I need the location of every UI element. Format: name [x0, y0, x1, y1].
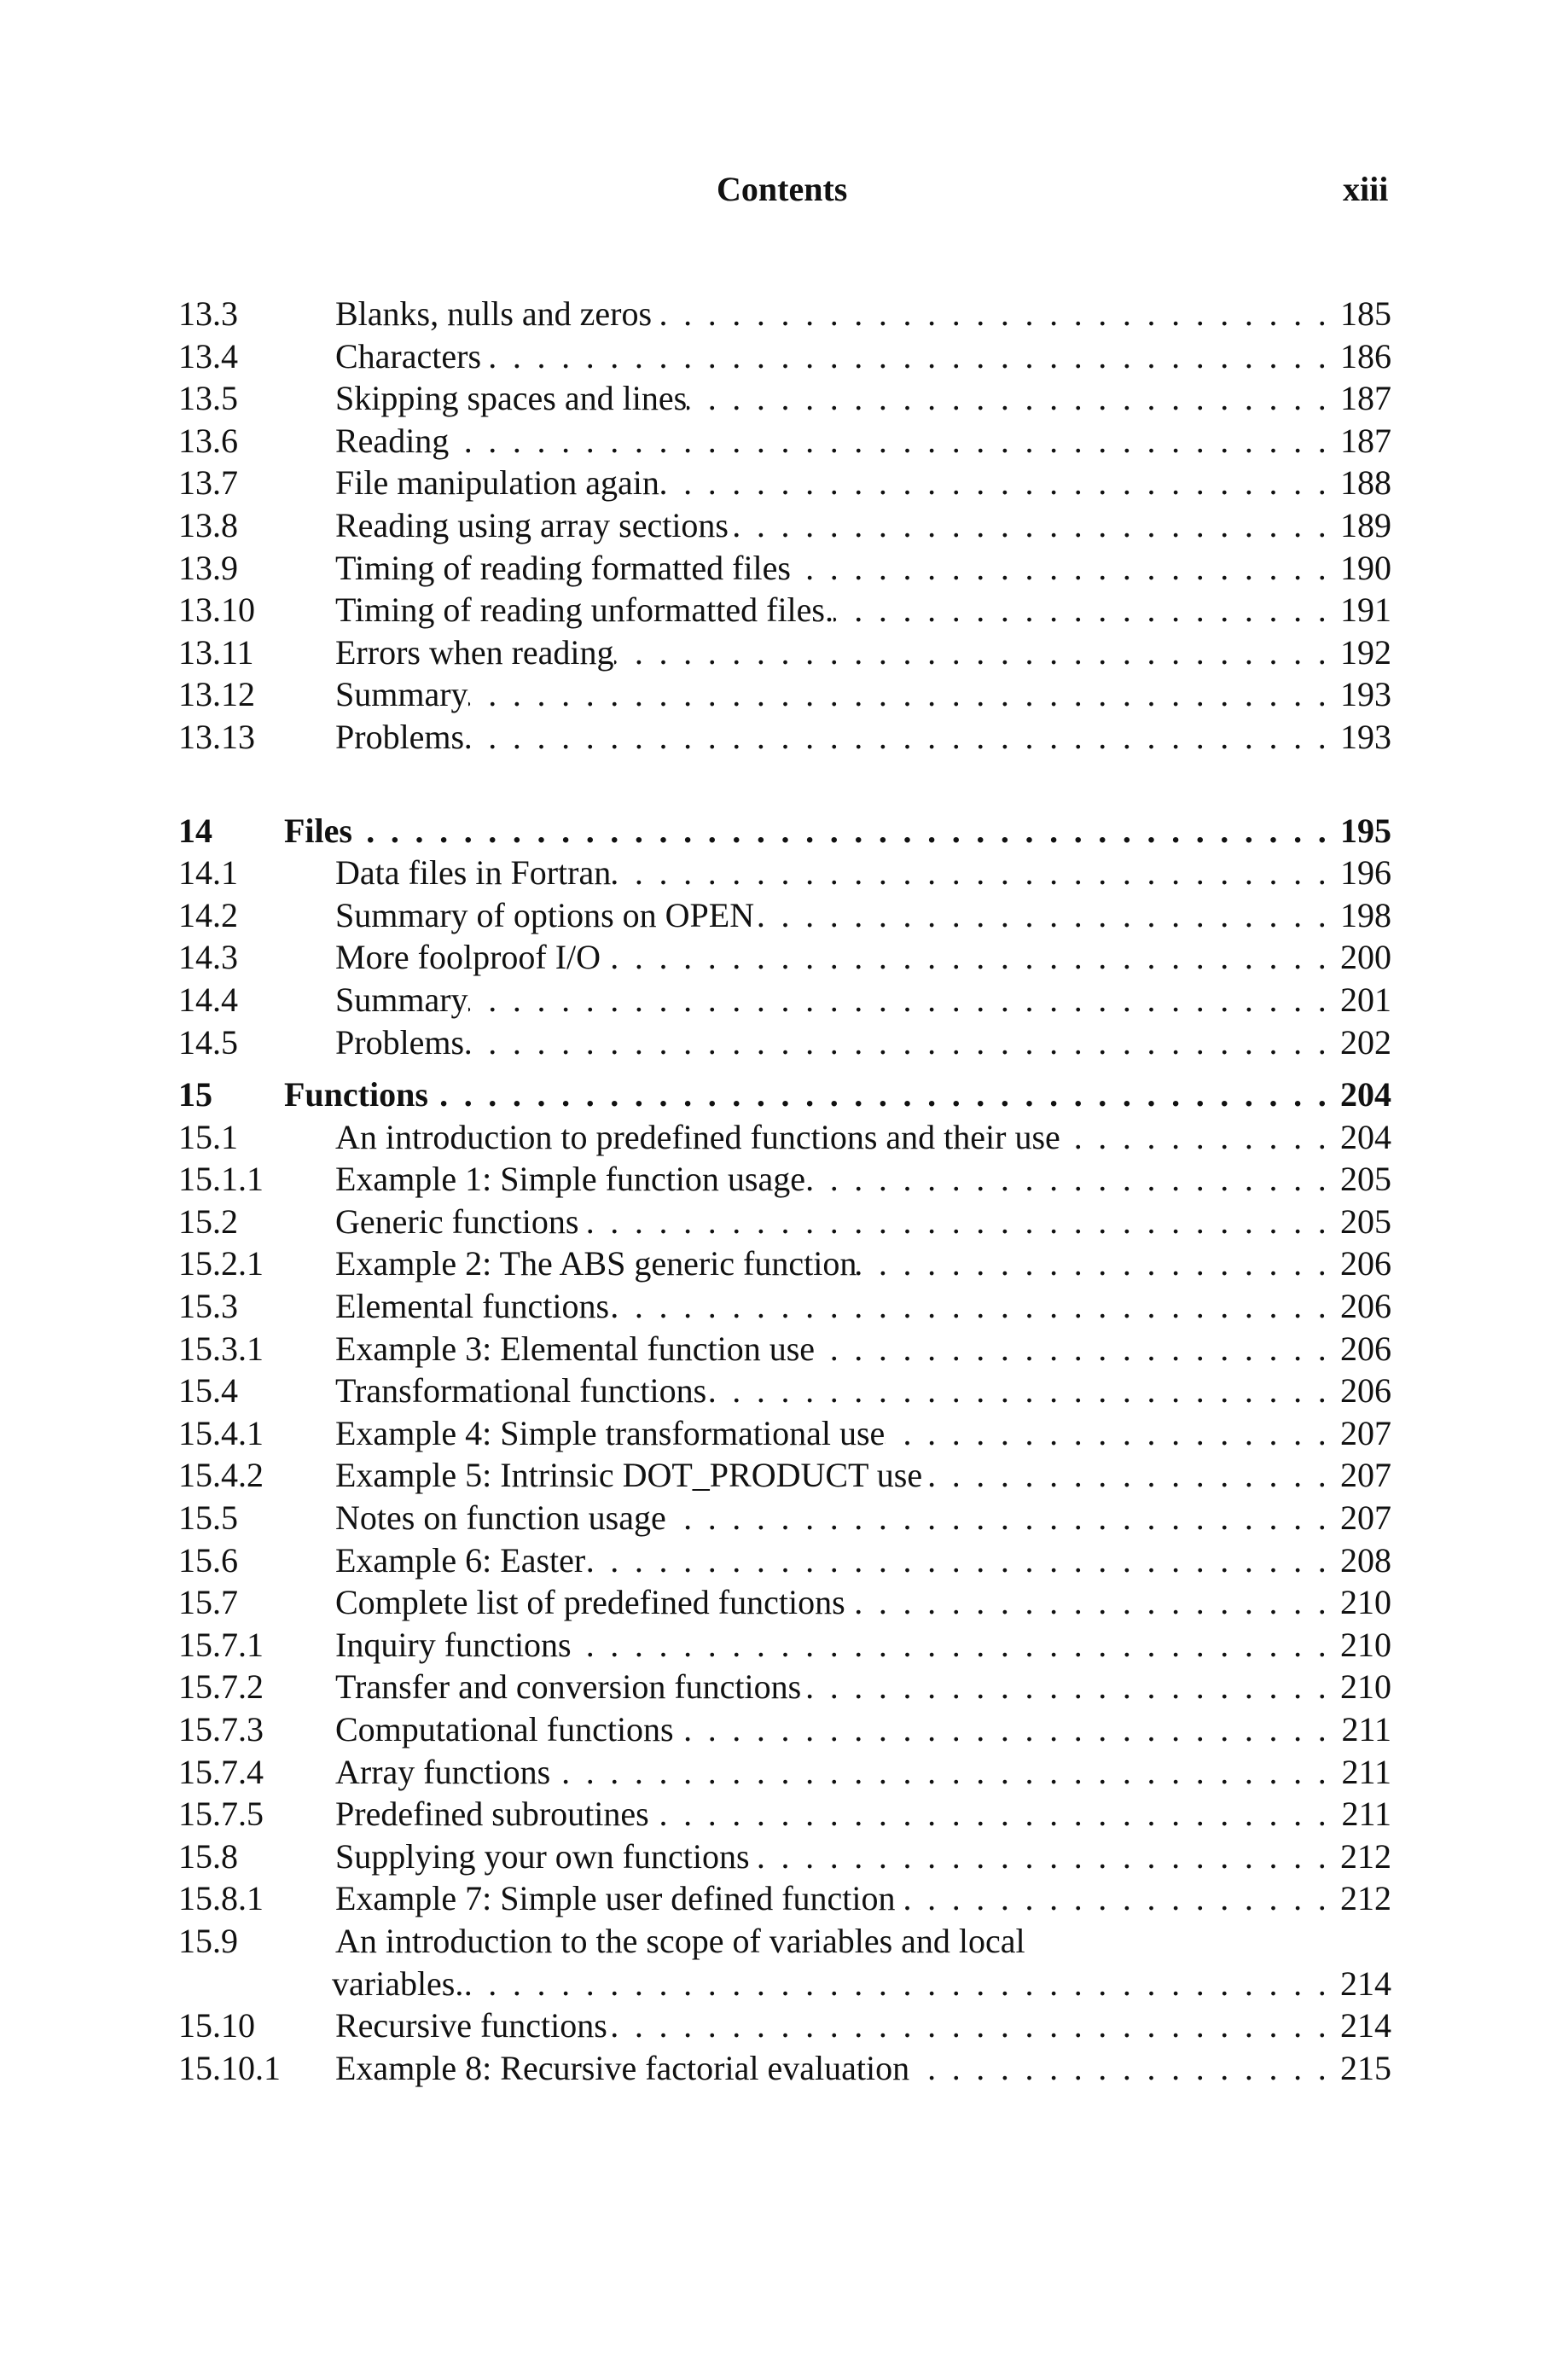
- dot-leader: [801, 1666, 1335, 1708]
- entry-page: 206: [1340, 1287, 1391, 1326]
- entry-title: Inquiry functions: [335, 1625, 572, 1664]
- entry-page: 214: [1340, 2006, 1391, 2045]
- section-gap: [178, 759, 1391, 810]
- entry-title: Example 1: Simple function usage: [335, 1160, 805, 1199]
- dot-leader: [611, 852, 1335, 894]
- dot-leader: [572, 1624, 1335, 1667]
- entry-number: 13.11: [178, 632, 254, 672]
- entry-page: 208: [1340, 1540, 1391, 1580]
- toc-entry: [178, 1666, 1391, 1708]
- dot-leader: [468, 979, 1335, 1021]
- entry-page: 207: [1340, 1498, 1391, 1538]
- entry-title: Example 6: Easter: [335, 1540, 586, 1580]
- toc-entry: [178, 631, 1391, 674]
- entry-page: 193: [1340, 717, 1391, 756]
- toc-entry: [178, 377, 1391, 420]
- entry-number: 15.4.1: [178, 1413, 264, 1452]
- entry-title: Errors when reading: [335, 632, 614, 672]
- toc-entry: [178, 894, 1391, 937]
- entry-number: 15.10.1: [178, 2048, 281, 2087]
- chapter-page: 195: [1340, 811, 1391, 850]
- toc-entry: [178, 979, 1391, 1021]
- entry-number: 15.3.1: [178, 1329, 264, 1368]
- entry-page: 206: [1340, 1244, 1391, 1283]
- entry-number: 14.1: [178, 853, 238, 893]
- entry-page: 189: [1340, 505, 1391, 544]
- dot-leader: [428, 1073, 1335, 1116]
- entry-title: Problems: [335, 717, 465, 756]
- entry-number: 14.2: [178, 895, 238, 934]
- entry-page: 206: [1340, 1329, 1391, 1368]
- entry-number: 15.3: [178, 1287, 238, 1326]
- dot-leader: [845, 1581, 1335, 1624]
- entry-title: File manipulation again: [335, 463, 659, 503]
- entry-number: 13.7: [178, 463, 238, 503]
- dot-leader: [754, 894, 1335, 937]
- toc-entry: [178, 716, 1391, 759]
- entry-number: 15.2.1: [178, 1244, 264, 1283]
- chapter-title: Functions: [284, 1075, 428, 1114]
- entry-page: 215: [1340, 2048, 1391, 2087]
- entry-number: 15.4: [178, 1371, 238, 1411]
- entry-page: 198: [1340, 895, 1391, 934]
- entry-title: Example 7: Simple user defined function: [335, 1879, 896, 1918]
- toc-entry: [178, 852, 1391, 894]
- entry-number: 14.3: [178, 938, 238, 977]
- dot-leader: [481, 335, 1335, 378]
- entry-title: Summary of options on OPEN: [335, 895, 755, 934]
- toc-entry: [178, 1497, 1391, 1539]
- entry-number: 13.6: [178, 421, 238, 460]
- entry-number: 15.7.5: [178, 1795, 264, 1834]
- entry-title: Data files in Fortran: [335, 853, 612, 893]
- entry-title: An introduction to predefined functions and their use: [335, 1117, 1060, 1156]
- entry-title: Complete list of predefined functions: [335, 1583, 845, 1622]
- toc-entry: [178, 673, 1391, 716]
- entry-page: 191: [1340, 591, 1391, 630]
- chapter-number: 14: [178, 811, 212, 850]
- entry-number: 14.4: [178, 980, 238, 1019]
- entry-page: 210: [1340, 1667, 1391, 1707]
- entry-number: 15.8.1: [178, 1879, 264, 1918]
- chapter-number: 15: [178, 1075, 212, 1114]
- dot-leader: [449, 420, 1335, 463]
- entry-number: 15.7: [178, 1583, 238, 1622]
- entry-page: 192: [1340, 632, 1391, 672]
- entry-title: Supplying your own functions: [335, 1836, 750, 1876]
- entry-number: 15.7.1: [178, 1625, 264, 1664]
- entry-title: Example 3: Elemental function use: [335, 1329, 816, 1368]
- entry-page: 212: [1340, 1879, 1391, 1918]
- entry-number: 13.3: [178, 294, 238, 333]
- toc-entry: [178, 1836, 1391, 1878]
- toc-entry: [178, 547, 1391, 590]
- entry-page: 187: [1340, 379, 1391, 418]
- entry-title: Array functions: [335, 1752, 551, 1791]
- entry-title: Blanks, nulls and zeros: [335, 294, 653, 333]
- toc-entry: [178, 335, 1391, 378]
- dot-leader: [464, 716, 1335, 759]
- entry-page: 188: [1340, 463, 1391, 503]
- entry-number: 13.4: [178, 336, 238, 375]
- chapter-title: Files: [284, 811, 352, 850]
- entry-page: 211: [1341, 1752, 1391, 1791]
- entry-number: 15.1: [178, 1117, 238, 1156]
- toc-entry: [178, 589, 1391, 631]
- toc-entry: [178, 1877, 1391, 1920]
- entry-title: Reading using array sections: [335, 505, 729, 544]
- dot-leader: [609, 1285, 1335, 1328]
- entry-page: 214: [1340, 1964, 1391, 2003]
- dot-leader: [1060, 1116, 1335, 1159]
- dot-leader: [729, 504, 1335, 547]
- toc-entry: [178, 504, 1391, 547]
- entry-title: Problems: [335, 1022, 465, 1062]
- entry-page: 190: [1340, 548, 1391, 587]
- toc-entry: [178, 1201, 1391, 1243]
- toc-entry: [178, 2047, 1391, 2090]
- entry-title: Elemental functions: [335, 1287, 610, 1326]
- dot-leader: [857, 1242, 1335, 1285]
- toc-entry: [178, 1242, 1391, 1285]
- entry-page: 205: [1340, 1160, 1391, 1199]
- dot-leader: [791, 547, 1335, 590]
- dot-leader: [652, 293, 1335, 335]
- entry-page: 210: [1340, 1583, 1391, 1622]
- entry-number: 13.8: [178, 505, 238, 544]
- dot-leader: [601, 936, 1335, 979]
- entry-title: Timing of reading unformatted files.: [335, 591, 833, 630]
- entry-page: 212: [1340, 1836, 1391, 1876]
- toc-entry: [178, 1285, 1391, 1328]
- page-header: [0, 169, 1568, 220]
- toc-entry: [178, 1116, 1391, 1159]
- entry-title-line1: An introduction to the scope of variables and local: [335, 1921, 1025, 1960]
- entry-number: 15.9: [178, 1921, 238, 1960]
- entry-number: 15.8: [178, 1836, 238, 1876]
- entry-number: 15.5: [178, 1498, 238, 1538]
- entry-title: Computational functions: [335, 1710, 674, 1748]
- entry-title: Example 2: The ABS generic function: [335, 1244, 857, 1283]
- toc-entry: [178, 1751, 1391, 1794]
- entry-title: Predefined subroutines: [335, 1795, 649, 1834]
- entry-title: Notes on function usage: [335, 1498, 666, 1538]
- entry-page: 202: [1340, 1022, 1391, 1062]
- dot-leader: [909, 2047, 1335, 2090]
- dot-leader: [805, 1158, 1335, 1201]
- toc-entry: [178, 1370, 1391, 1412]
- dot-leader: [885, 1412, 1335, 1455]
- toc-entry: [178, 1793, 1391, 1836]
- dot-leader: [578, 1201, 1335, 1243]
- entry-page: 186: [1340, 336, 1391, 375]
- entry-page: 205: [1340, 1201, 1391, 1241]
- dot-leader: [464, 1021, 1335, 1064]
- dot-leader: [666, 1497, 1335, 1539]
- toc-entry: [178, 1454, 1391, 1497]
- entry-title: Summary: [335, 675, 468, 714]
- entry-page: 185: [1340, 294, 1391, 333]
- entry-number: 13.13: [178, 717, 255, 756]
- toc-entry: [178, 1412, 1391, 1455]
- entry-title: Recursive functions: [335, 2006, 607, 2045]
- toc-entry: [178, 1539, 1391, 1582]
- section-gap: [178, 1063, 1391, 1073]
- dot-leader: [687, 377, 1335, 420]
- dot-leader: [815, 1328, 1335, 1370]
- entry-number: 14.5: [178, 1022, 238, 1062]
- dot-leader: [352, 810, 1335, 852]
- dot-leader: [922, 1454, 1335, 1497]
- entry-title: Summary: [335, 980, 468, 1019]
- dot-leader: [468, 673, 1335, 716]
- entry-title: Reading: [335, 421, 450, 460]
- entry-title: More foolproof I/O: [335, 938, 601, 977]
- toc-chapter-14: [178, 810, 1391, 852]
- dot-leader: [750, 1836, 1335, 1878]
- toc-chapter-15: [178, 1073, 1391, 1116]
- entry-number: 13.9: [178, 548, 238, 587]
- toc-entry: [178, 1158, 1391, 1201]
- toc-entry: [178, 1021, 1391, 1064]
- entry-number: 15.7.3: [178, 1710, 264, 1748]
- dot-leader: [833, 589, 1335, 631]
- dot-leader: [674, 1708, 1335, 1751]
- dot-leader: [896, 1877, 1335, 1920]
- entry-title: Example 5: Intrinsic DOT_PRODUCT use: [335, 1456, 923, 1495]
- entry-number: 15.1.1: [178, 1160, 264, 1199]
- entry-number: 15.10: [178, 2006, 255, 2045]
- dot-leader: [649, 1793, 1335, 1836]
- dot-leader: [607, 2004, 1335, 2047]
- dot-leader: [463, 1963, 1335, 2005]
- toc-entry: [178, 293, 1391, 335]
- table-of-contents: [178, 293, 1391, 2089]
- entry-page: 211: [1341, 1795, 1391, 1834]
- entry-number: 13.10: [178, 591, 255, 630]
- entry-title: Characters: [335, 336, 482, 375]
- toc-entry-continuation: [178, 1963, 1391, 2005]
- entry-title: Timing of reading formatted files: [335, 548, 791, 587]
- dot-leader: [550, 1751, 1335, 1794]
- entry-page: 187: [1340, 421, 1391, 460]
- entry-page: 193: [1340, 675, 1391, 714]
- toc-entry: [178, 462, 1391, 504]
- entry-title: Generic functions: [335, 1201, 579, 1241]
- toc-entry: [178, 420, 1391, 463]
- toc-entry: [178, 2004, 1391, 2047]
- entry-page: 207: [1340, 1413, 1391, 1452]
- entry-title: Transfer and conversion functions: [335, 1667, 802, 1707]
- entry-number: 15.2: [178, 1201, 238, 1241]
- entry-title: Example 4: Simple transformational use: [335, 1413, 886, 1452]
- entry-title: Transformational functions: [335, 1371, 707, 1411]
- entry-number: 15.7.4: [178, 1752, 264, 1791]
- entry-number: 15.6: [178, 1540, 238, 1580]
- entry-page: 210: [1340, 1625, 1391, 1664]
- toc-entry: [178, 1708, 1391, 1751]
- entry-page: 207: [1340, 1456, 1391, 1495]
- entry-title: Skipping spaces and lines: [335, 379, 688, 418]
- page-number: xiii: [1343, 170, 1389, 208]
- toc-entry: [178, 1328, 1391, 1370]
- entry-page: 196: [1340, 853, 1391, 893]
- entry-page: 201: [1340, 980, 1391, 1019]
- dot-leader: [585, 1539, 1335, 1582]
- entry-number: 15.4.2: [178, 1456, 264, 1495]
- entry-page: 206: [1340, 1371, 1391, 1411]
- toc-entry-wrapped: [178, 1920, 1391, 1963]
- entry-title: Example 8: Recursive factorial evaluation: [335, 2048, 910, 2087]
- dot-leader: [614, 631, 1335, 674]
- toc-entry: [178, 936, 1391, 979]
- dot-leader: [706, 1370, 1335, 1412]
- entry-number: 15.7.2: [178, 1667, 264, 1707]
- entry-number: 13.5: [178, 379, 238, 418]
- running-title: Contents: [717, 170, 848, 208]
- entry-page: 204: [1340, 1117, 1391, 1156]
- entry-page: 200: [1340, 938, 1391, 977]
- entry-page: 211: [1341, 1710, 1391, 1748]
- toc-entry: [178, 1581, 1391, 1624]
- entry-title-line2: variables.: [332, 1964, 464, 2003]
- entry-number: 13.12: [178, 675, 255, 714]
- dot-leader: [659, 462, 1335, 504]
- chapter-page: 204: [1340, 1075, 1391, 1114]
- toc-entry: [178, 1624, 1391, 1667]
